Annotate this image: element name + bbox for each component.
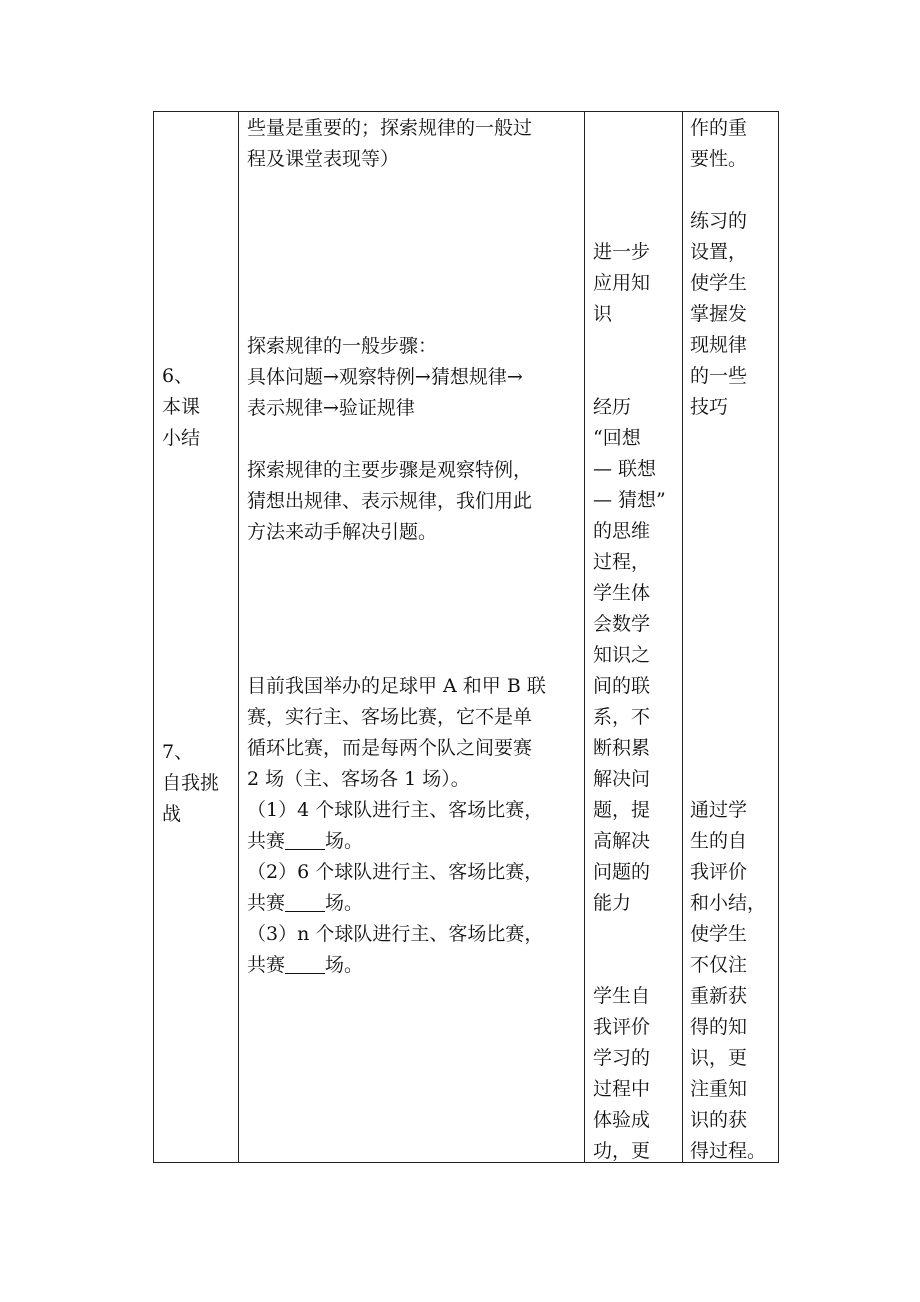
question-3-prefix: 共赛 — [247, 954, 286, 976]
question-3-blank[interactable] — [285, 953, 325, 974]
section-6-title-line1: 本课 — [162, 396, 201, 418]
intent-line: 和小结， — [690, 892, 767, 914]
intent-line: 使学生 — [690, 272, 748, 294]
lesson-table — [153, 111, 779, 1163]
intent-line: 注重知 — [690, 1078, 748, 1100]
section-6-label — [162, 361, 200, 454]
intent-line: 掌握发 — [690, 303, 748, 325]
content-steps-paragraph — [247, 331, 523, 424]
goal-line: 知识之 — [593, 644, 651, 666]
intent-line: 现规律 — [690, 334, 748, 356]
question-1-suffix: 场。 — [325, 830, 364, 852]
steps-line: 具体问题→观察特例→猜想规律→ — [247, 366, 523, 388]
question-3-text: （3）n 个球队进行主、客场比赛， — [247, 923, 544, 945]
intent-line: 技巧 — [690, 396, 729, 418]
column-divider-2 — [584, 112, 585, 1162]
column-divider-1 — [238, 112, 239, 1162]
goal-line: 学生体 — [593, 582, 651, 604]
goal-line: 能力 — [593, 892, 632, 914]
intent-line: 得过程。 — [690, 1140, 767, 1162]
column-divider-3 — [682, 112, 683, 1162]
content-challenge-paragraph — [247, 671, 546, 981]
content-top-line: 些量是重要的；探索规律的一般过 — [247, 117, 533, 139]
question-1-prefix: 共赛 — [247, 830, 286, 852]
challenge-line: 2 场（主、客场各 1 场）。 — [247, 768, 470, 790]
goal-line: 断积累 — [593, 737, 651, 759]
summary-line: 探索规律的主要步骤是观察特例， — [247, 459, 533, 481]
section-7-number: 7、 — [162, 741, 194, 763]
goal-line: 间的联 — [593, 675, 651, 697]
intent-line: 生的自 — [690, 830, 748, 852]
goal-line: — 猜想” — [593, 489, 666, 511]
section-6-number: 6、 — [162, 365, 194, 387]
section-7-label — [162, 737, 219, 830]
goal-line: 解决问 — [593, 768, 651, 790]
goal-line: 识 — [593, 303, 613, 325]
challenge-line: 循环比赛，而是每两个队之间要赛 — [247, 737, 533, 759]
goal-line: 进一步 — [593, 241, 651, 263]
question-2-suffix: 场。 — [325, 892, 364, 914]
goal-line: 经历 — [593, 396, 632, 418]
intent-line: 识，更 — [690, 1047, 748, 1069]
goal-line: 系，不 — [593, 706, 651, 728]
goal-line: 会数学 — [593, 613, 651, 635]
content-summary-paragraph — [247, 455, 532, 548]
intent-self-evaluation — [690, 795, 766, 1167]
question-2-prefix: 共赛 — [247, 892, 286, 914]
goal-apply-knowledge — [593, 237, 650, 330]
content-top-paragraph — [247, 113, 532, 175]
question-1-answer-line — [247, 826, 546, 857]
goal-line: 问题的 — [593, 861, 651, 883]
content-top-line: 程及课堂表现等） — [247, 148, 400, 170]
intent-line: 设置， — [690, 241, 748, 263]
intent-practice-design — [690, 206, 747, 423]
goal-line: 过程中 — [593, 1078, 651, 1100]
intent-line: 识的获 — [690, 1109, 748, 1131]
goal-self-evaluation — [593, 981, 650, 1167]
intent-line: 重新获 — [690, 985, 748, 1007]
intent-line: 得的知 — [690, 1016, 748, 1038]
section-7-title-line2: 战 — [162, 803, 182, 825]
intent-line: 要性。 — [690, 148, 748, 170]
question-2-blank[interactable] — [285, 891, 325, 912]
goal-thinking-process — [593, 392, 666, 919]
intent-line: 不仅注 — [690, 954, 748, 976]
question-2-text: （2）6 个球队进行主、客场比赛， — [247, 861, 544, 883]
challenge-line: 目前我国举办的足球甲 A 和甲 B 联 — [247, 675, 546, 697]
steps-heading: 探索规律的一般步骤： — [247, 335, 438, 357]
goal-line: 我评价 — [593, 1016, 651, 1038]
goal-line: 学生自 — [593, 985, 651, 1007]
section-6-title-line2: 小结 — [162, 427, 201, 449]
goal-line: 学习的 — [593, 1047, 651, 1069]
goal-line: — 联想 — [593, 458, 657, 480]
question-3-suffix: 场。 — [325, 954, 364, 976]
steps-line: 表示规律→验证规律 — [247, 397, 415, 419]
question-3-answer-line — [247, 950, 546, 981]
goal-line: 过程， — [593, 551, 651, 573]
question-1-blank[interactable] — [285, 829, 325, 850]
goal-line: 应用知 — [593, 272, 651, 294]
intent-line: 通过学 — [690, 799, 748, 821]
goal-line: 高解决 — [593, 830, 651, 852]
section-7-title-line1: 自我挑 — [162, 772, 220, 794]
challenge-line: 赛，实行主、客场比赛，它不是单 — [247, 706, 533, 728]
goal-line: 功，更 — [593, 1140, 651, 1162]
summary-line: 猜想出规律、表示规律，我们用此 — [247, 490, 533, 512]
intent-line: 使学生 — [690, 923, 748, 945]
intent-importance — [690, 113, 747, 175]
intent-line: 的一些 — [690, 365, 748, 387]
question-1-text: （1）4 个球队进行主、客场比赛， — [247, 799, 544, 821]
intent-line: 作的重 — [690, 117, 748, 139]
goal-line: 体验成 — [593, 1109, 651, 1131]
summary-line: 方法来动手解决引题。 — [247, 521, 438, 543]
intent-line: 练习的 — [690, 210, 748, 232]
goal-line: 的思维 — [593, 520, 651, 542]
goal-line: 题，提 — [593, 799, 651, 821]
intent-line: 我评价 — [690, 861, 748, 883]
goal-line: “回想 — [593, 427, 641, 449]
question-2-answer-line — [247, 888, 546, 919]
